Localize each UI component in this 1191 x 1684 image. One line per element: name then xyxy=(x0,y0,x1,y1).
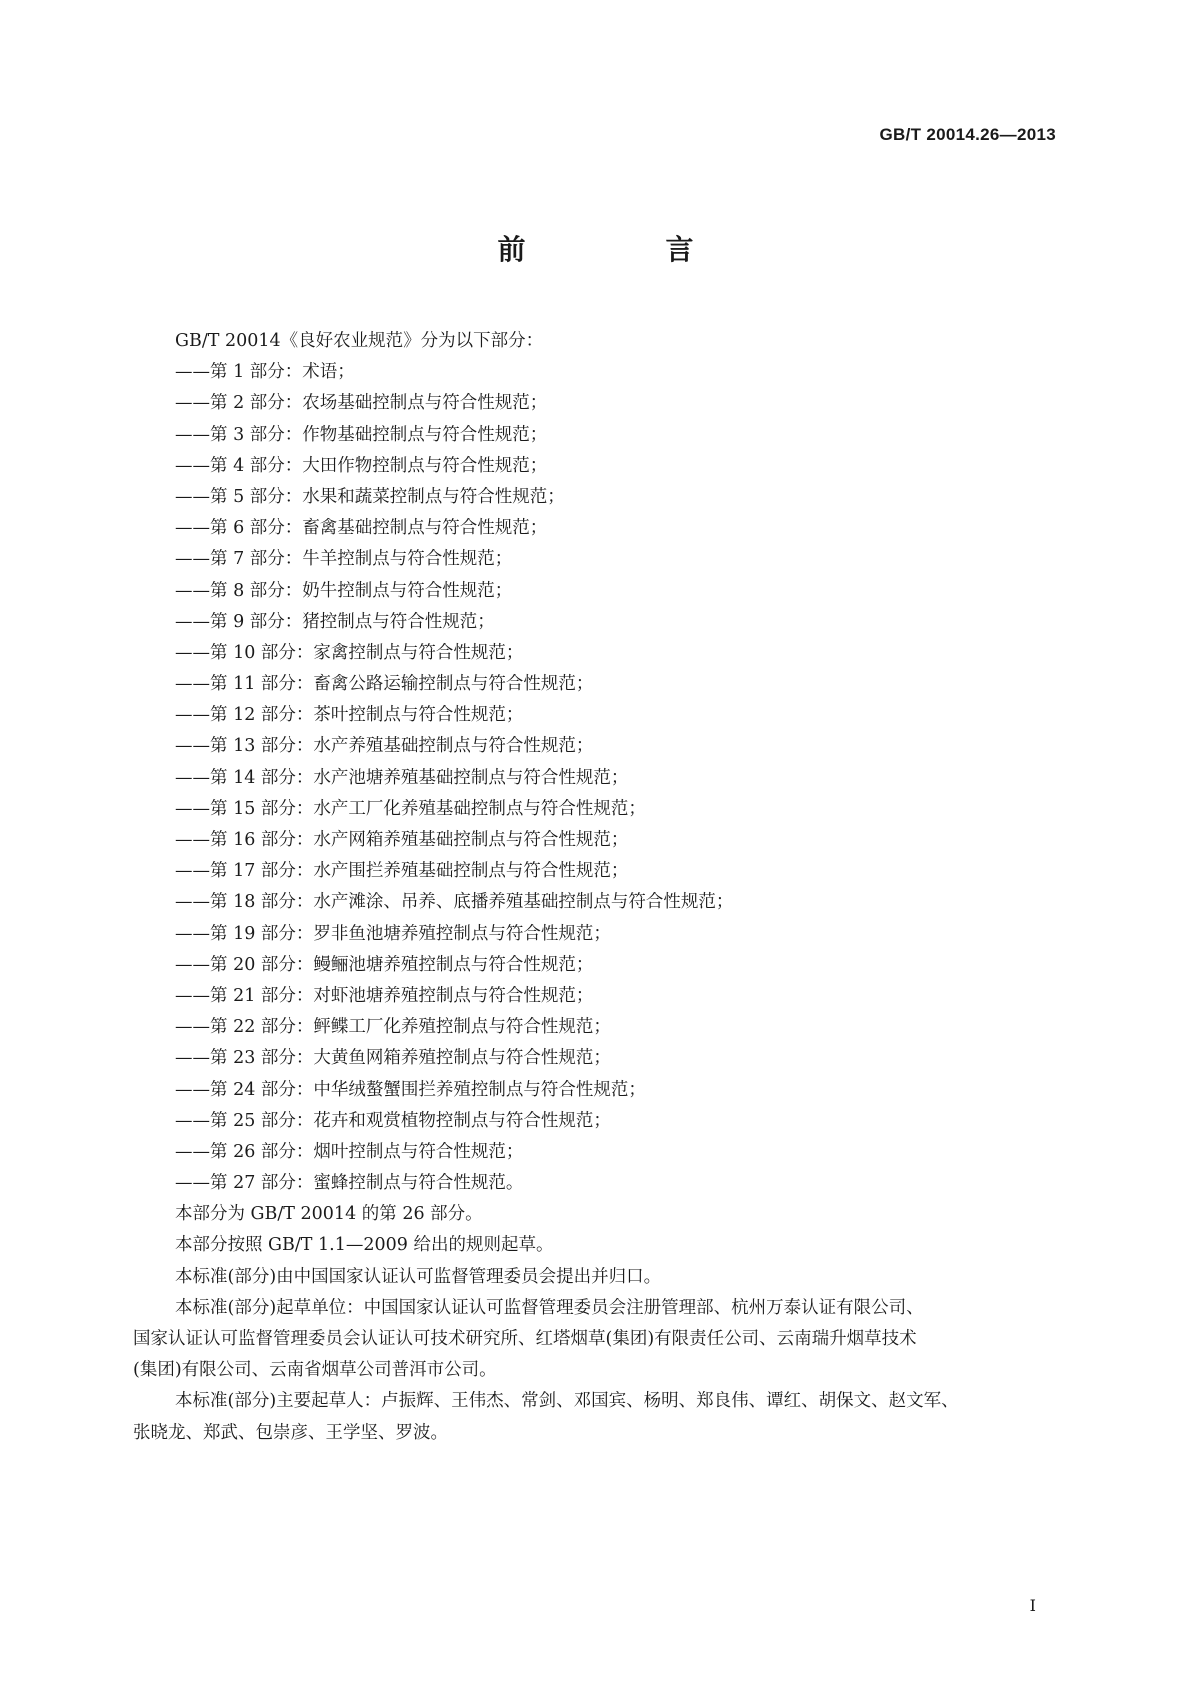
page-title: 前 言 xyxy=(497,233,750,266)
paragraph-drafting-units xyxy=(133,1293,1075,1387)
list-item: ——第 25 部分：花卉和观赏植物控制点与符合性规范； xyxy=(175,1110,611,1131)
list-item: ——第 2 部分：农场基础控制点与符合性规范； xyxy=(175,393,548,414)
list-item: ——第 4 部分：大田作物控制点与符合性规范； xyxy=(175,455,548,476)
paragraph-line: 本标准(部分)主要起草人：卢振辉、王伟杰、常剑、邓国宾、杨明、郑良伟、谭红、胡保文、赵文军、 xyxy=(175,1391,959,1412)
foreword-body xyxy=(133,326,1075,1449)
paragraph-line: 本标准(部分)起草单位：中国国家认证认可监督管理委员会注册管理部、杭州万泰认证有限公司、 xyxy=(175,1297,924,1318)
list-item: ——第 8 部分：奶牛控制点与符合性规范； xyxy=(175,580,513,601)
list-item: ——第 19 部分：罗非鱼池塘养殖控制点与符合性规范； xyxy=(175,923,611,944)
paragraph-part-number: 本部分为 GB/T 20014 的第 26 部分。 xyxy=(175,1204,483,1225)
paragraph-line: 国家认证认可监督管理委员会认证认可技术研究所、红塔烟草(集团)有限责任公司、云南瑞升烟草技术 xyxy=(133,1329,917,1349)
list-item: ——第 7 部分：牛羊控制点与符合性规范； xyxy=(175,549,513,570)
paragraph-line: 张晓龙、郑武、包崇彦、王学坚、罗波。 xyxy=(133,1422,448,1443)
list-item: ——第 16 部分：水产网箱养殖基础控制点与符合性规范； xyxy=(175,830,629,850)
list-item: ——第 22 部分：鲆鲽工厂化养殖控制点与符合性规范； xyxy=(175,1017,611,1038)
paragraph-proposer: 本标准(部分)由中国国家认证认可监督管理委员会提出并归口。 xyxy=(175,1266,662,1287)
list-item: ——第 23 部分：大黄鱼网箱养殖控制点与符合性规范； xyxy=(175,1048,611,1069)
list-item: ——第 1 部分：术语； xyxy=(175,362,355,383)
list-item: ——第 6 部分：畜禽基础控制点与符合性规范； xyxy=(175,518,548,539)
standard-code-header: GB/T 20014.26—2013 xyxy=(879,125,1056,144)
list-item: ——第 3 部分：作物基础控制点与符合性规范； xyxy=(175,424,548,445)
list-item: ——第 17 部分：水产围拦养殖基础控制点与符合性规范； xyxy=(175,861,629,882)
paragraph-drafting-rules: 本部分按照 GB/T 1.1—2009 给出的规则起草。 xyxy=(175,1235,554,1256)
list-item: ——第 9 部分：猪控制点与符合性规范； xyxy=(175,611,495,632)
list-item: ——第 15 部分：水产工厂化养殖基础控制点与符合性规范； xyxy=(175,798,646,819)
list-item: ——第 26 部分：烟叶控制点与符合性规范； xyxy=(175,1141,524,1162)
list-item: ——第 5 部分：水果和蔬菜控制点与符合性规范； xyxy=(175,486,565,507)
list-item: ——第 10 部分：家禽控制点与符合性规范； xyxy=(175,642,524,663)
list-item: ——第 12 部分：茶叶控制点与符合性规范； xyxy=(175,705,524,726)
paragraph-drafters xyxy=(133,1386,1075,1448)
list-item: ——第 27 部分：蜜蜂控制点与符合性规范。 xyxy=(175,1173,524,1194)
list-item: ——第 13 部分：水产养殖基础控制点与符合性规范； xyxy=(175,736,594,757)
paragraph-line: (集团)有限公司、云南省烟草公司普洱市公司。 xyxy=(133,1360,497,1381)
page-number: I xyxy=(1029,1596,1036,1615)
list-item: ——第 24 部分：中华绒螯蟹围拦养殖控制点与符合性规范； xyxy=(175,1079,646,1100)
list-item: ——第 11 部分：畜禽公路运输控制点与符合性规范； xyxy=(175,674,594,695)
list-item: ——第 14 部分：水产池塘养殖基础控制点与符合性规范； xyxy=(175,767,629,788)
list-item: ——第 20 部分：鳗鲡池塘养殖控制点与符合性规范； xyxy=(175,954,594,975)
parts-list xyxy=(175,357,1075,1199)
list-item: ——第 21 部分：对虾池塘养殖控制点与符合性规范； xyxy=(175,985,594,1006)
intro-line: GB/T 20014《良好农业规范》分为以下部分： xyxy=(175,331,544,351)
list-item: ——第 18 部分：水产滩涂、吊养、底播养殖基础控制点与符合性规范； xyxy=(175,892,734,913)
